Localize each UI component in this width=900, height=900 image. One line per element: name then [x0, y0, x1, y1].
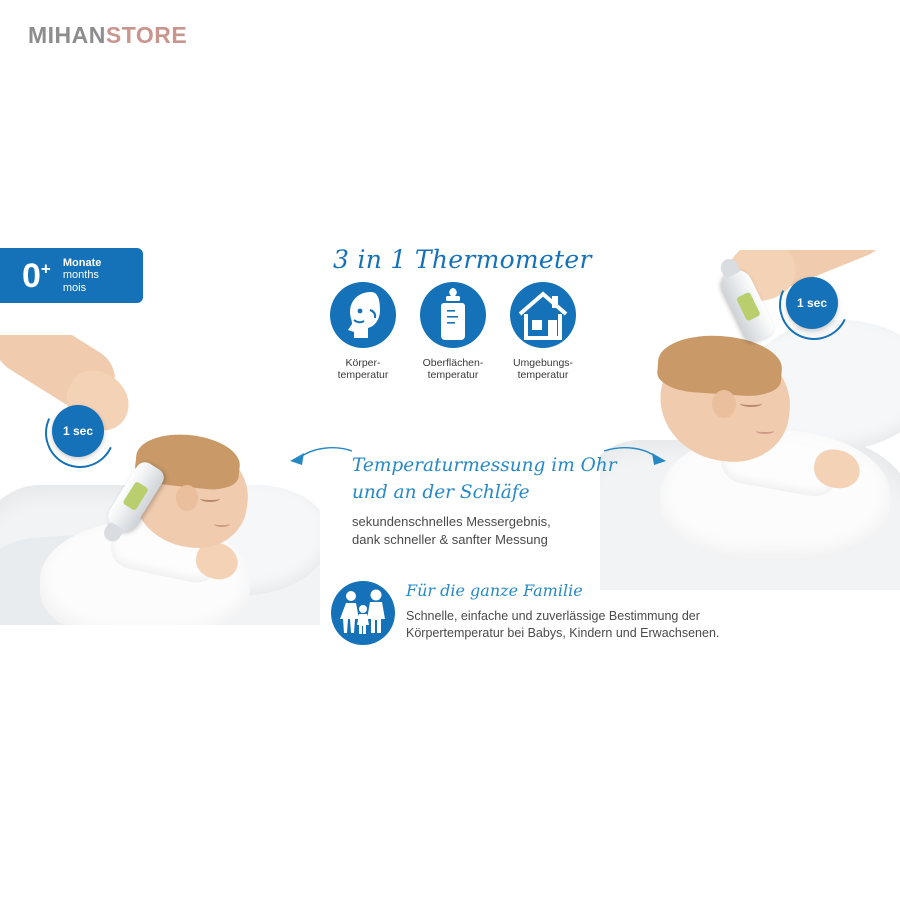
brand-logo	[28, 22, 187, 49]
family-description	[406, 608, 719, 642]
feature-caption-line-1: Oberflächen-	[422, 357, 484, 369]
age-badge-number	[22, 256, 51, 295]
brand-logo-secondary: STORE	[105, 22, 188, 48]
family-icon	[331, 581, 395, 645]
baby-eye	[200, 495, 220, 502]
badge-one-second-right-label: 1 sec	[796, 296, 828, 310]
measurement-description	[352, 513, 551, 549]
baby-eye-right	[740, 400, 762, 407]
family-headline: Für die ganze Familie	[406, 581, 583, 600]
feature-body-temperature-caption	[330, 357, 396, 381]
age-badge	[0, 248, 143, 303]
brand-logo-primary: MIHAN	[28, 22, 106, 48]
feature-ambient-temperature-caption	[510, 357, 576, 381]
bed-scene-left	[0, 335, 320, 625]
baby-hair-right	[656, 332, 784, 399]
measurement-headline	[352, 452, 617, 506]
badge-one-second-right	[786, 277, 838, 329]
family-description-line-2: Körpertemperatur bei Babys, Kindern und Erwachsenen.	[406, 626, 720, 640]
feature-caption-line-1: Umgebungs-	[512, 357, 574, 369]
baby-bottle-icon	[420, 282, 486, 348]
measurement-description-line-1: sekundenschnelles Messergebnis,	[352, 514, 551, 529]
feature-surface-temperature	[420, 282, 486, 381]
age-badge-line-2: months	[62, 269, 99, 282]
measurement-description-line-2: dank schneller & sanfter Messung	[352, 532, 548, 547]
feature-caption-line-2: temperatur	[337, 369, 389, 381]
photo-baby-right	[600, 250, 900, 590]
arrow-left-icon	[286, 443, 356, 478]
age-badge-line-1: Monate	[62, 256, 102, 269]
family-description-line-1: Schnelle, einfache und zuverlässige Bestimmung der	[406, 609, 700, 623]
feature-caption-line-2: temperatur	[427, 369, 479, 381]
badge-one-second-left-label: 1 sec	[62, 424, 94, 438]
measurement-headline-line-2: und an der Schläfe	[352, 482, 530, 503]
thermometer-display-right	[736, 292, 761, 322]
photo-baby-left	[0, 335, 320, 625]
feature-body-temperature	[330, 282, 396, 381]
feature-ambient-temperature	[510, 282, 576, 381]
feature-surface-temperature-caption	[420, 357, 486, 381]
page-title: 3 in 1 Thermometer	[333, 245, 592, 274]
feature-icon-row	[330, 282, 576, 381]
baby-ear	[176, 485, 198, 511]
bed-scene-right	[600, 250, 900, 590]
badge-one-second-left	[52, 405, 104, 457]
age-badge-number-value: 0	[22, 256, 41, 295]
baby-mouth	[214, 521, 230, 527]
baby-ear-right	[712, 390, 736, 418]
age-badge-plus: +	[40, 259, 51, 279]
product-banner	[0, 215, 900, 645]
head-profile-icon	[330, 282, 396, 348]
age-badge-line-3: mois	[62, 281, 87, 294]
measurement-headline-line-1: Temperaturmessung im Ohr	[352, 455, 617, 476]
feature-caption-line-2: temperatur	[517, 369, 569, 381]
feature-caption-line-1: Körper-	[345, 357, 381, 369]
thermometer-display	[122, 481, 148, 511]
baby-mouth-right	[756, 428, 774, 434]
house-icon	[510, 282, 576, 348]
age-badge-lines	[63, 257, 102, 295]
